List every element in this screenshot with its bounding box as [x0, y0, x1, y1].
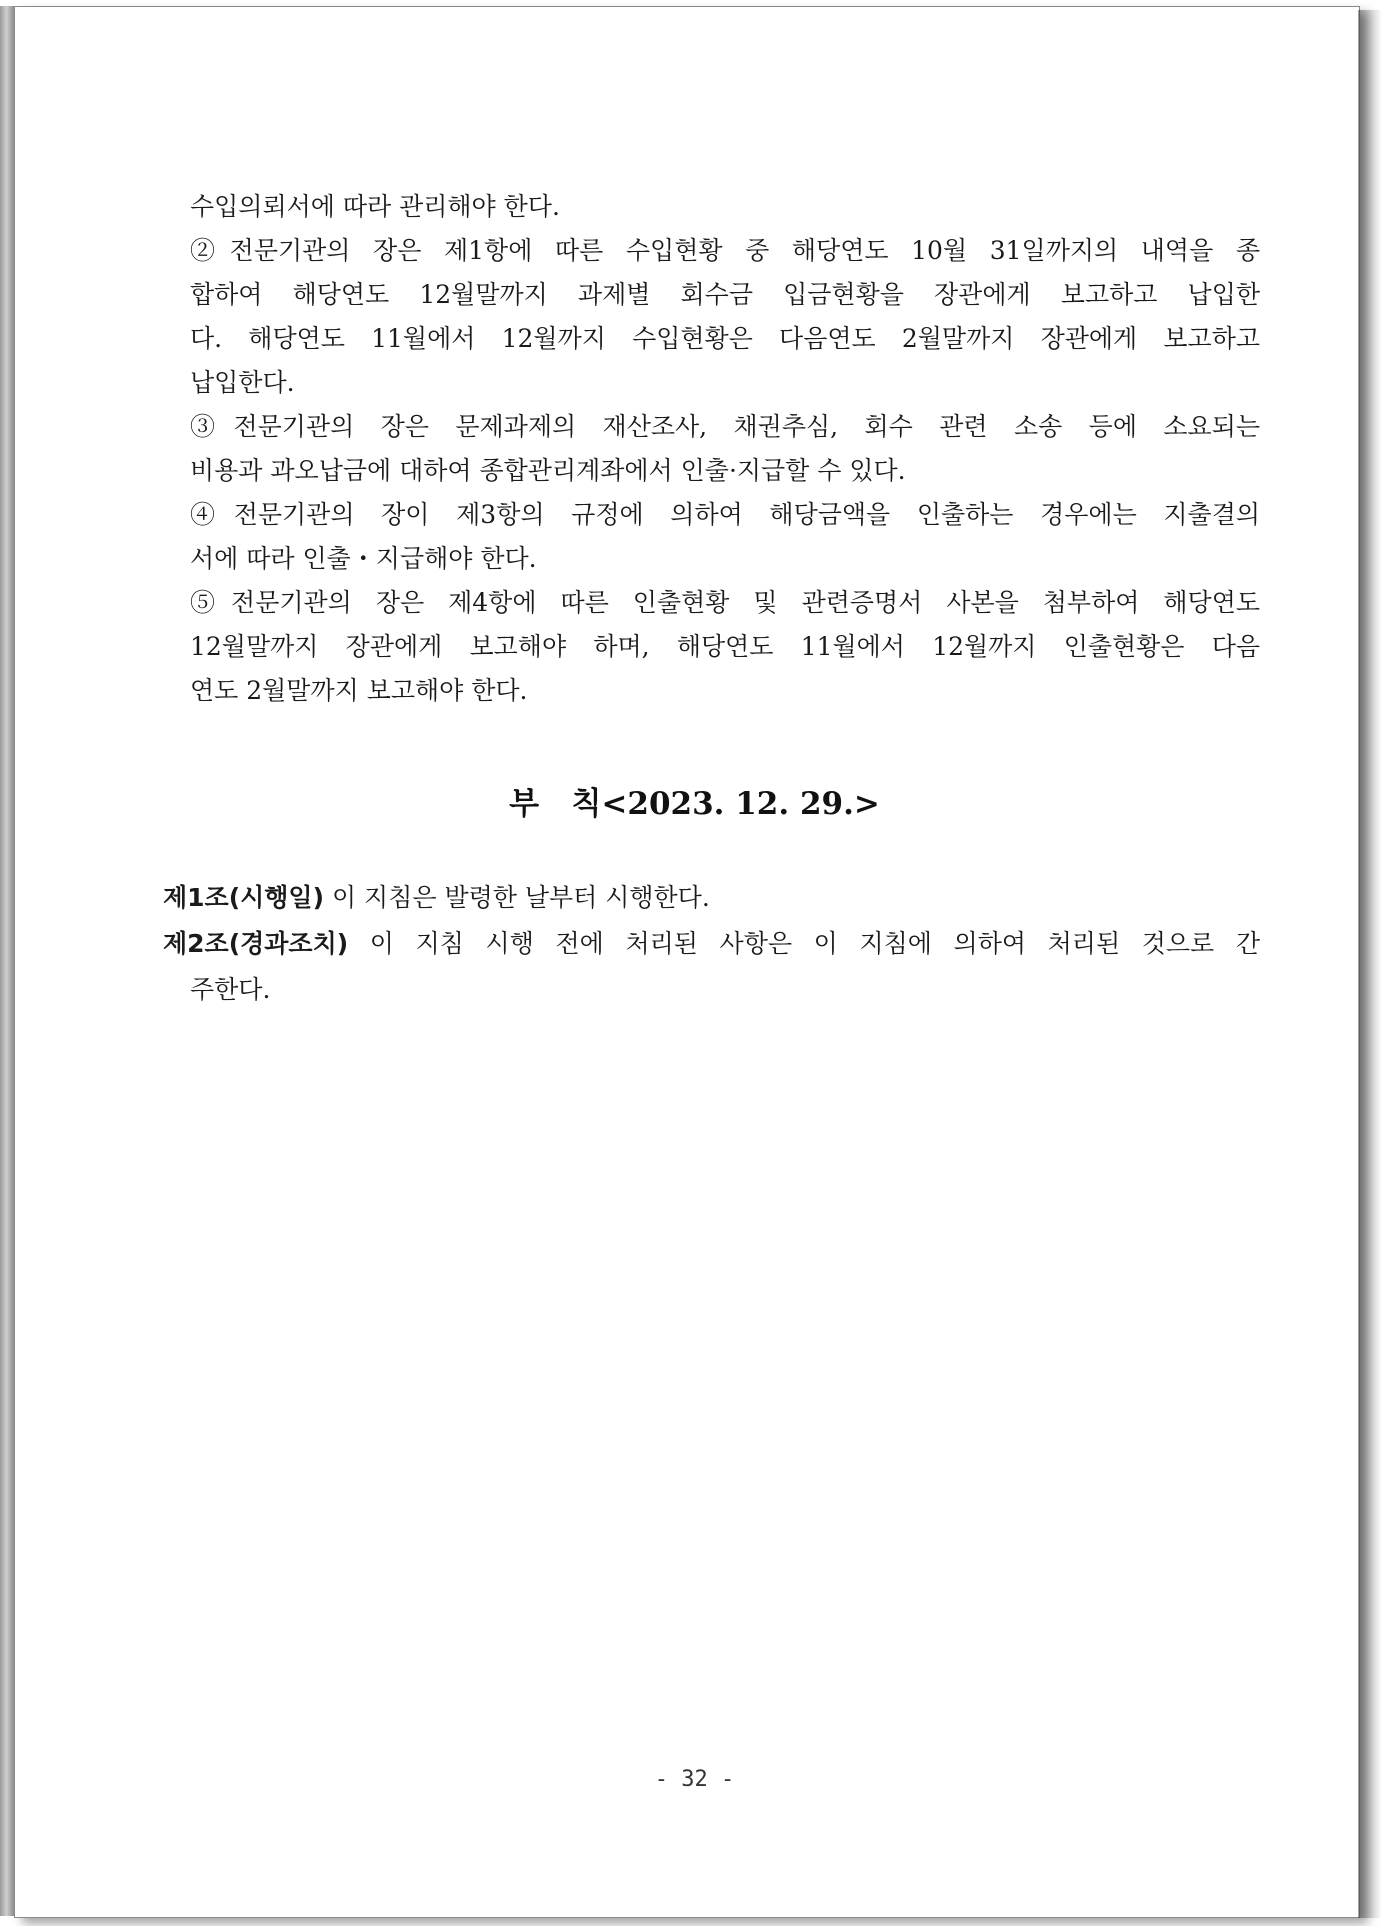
body-text	[190, 185, 1260, 713]
body-line: 12월말까지 장관에게 보고해야 하며, 해당연도 11월에서 12월까지 인출현황은 다음	[190, 632, 1260, 661]
body-line: ②전문기관의 장은 제1항에 따른 수입현황 중 해당연도 10월 31일까지의 내역을 종	[190, 236, 1260, 265]
body-line: 다. 해당연도 11월에서 12월까지 수입현황은 다음연도 2월말까지 장관에게 보고하고	[190, 324, 1260, 353]
body-line: 납입한다.	[190, 368, 295, 397]
page-number: - 32 -	[654, 1767, 735, 1792]
article-2	[163, 921, 1260, 967]
body-line: 수입의뢰서에 따라 관리해야 한다.	[190, 192, 560, 221]
article-2-text: 이 지침 시행 전에 처리된 사항은 이 지침에 의하여 처리된 것으로 간	[348, 929, 1260, 958]
body-line: 합하여 해당연도 12월말까지 과제별 회수금 입금현황을 장관에게 보고하고 납입한	[190, 280, 1260, 309]
article-1-text: 이 지침은 발령한 날부터 시행한다.	[324, 883, 710, 912]
article-2-label: 제2조(경과조치)	[163, 929, 349, 958]
body-line: ⑤전문기관의 장은 제4항에 따른 인출현황 및 관련증명서 사본을 첨부하여 해당연도	[190, 588, 1260, 617]
supplementary-articles	[163, 875, 1260, 1013]
body-line: 서에 따라 인출・지급해야 한다.	[190, 544, 537, 573]
supplementary-title: 부 칙<2023. 12. 29.>	[509, 786, 880, 822]
article-2-continuation: 주한다.	[190, 975, 271, 1004]
body-line: 비용과 과오납금에 대하여 종합관리계좌에서 인출·지급할 수 있다.	[190, 456, 906, 485]
article-1-label: 제1조(시행일)	[163, 883, 324, 912]
page-shadow	[1358, 10, 1382, 1918]
article-1	[163, 875, 1260, 921]
body-line: ④전문기관의 장이 제3항의 규정에 의하여 해당금액을 인출하는 경우에는 지출결의	[190, 500, 1260, 529]
body-line: ③전문기관의 장은 문제과제의 재산조사, 채권추심, 회수 관련 소송 등에 소요되는	[190, 412, 1260, 441]
body-line: 연도 2월말까지 보고해야 한다.	[190, 676, 528, 705]
